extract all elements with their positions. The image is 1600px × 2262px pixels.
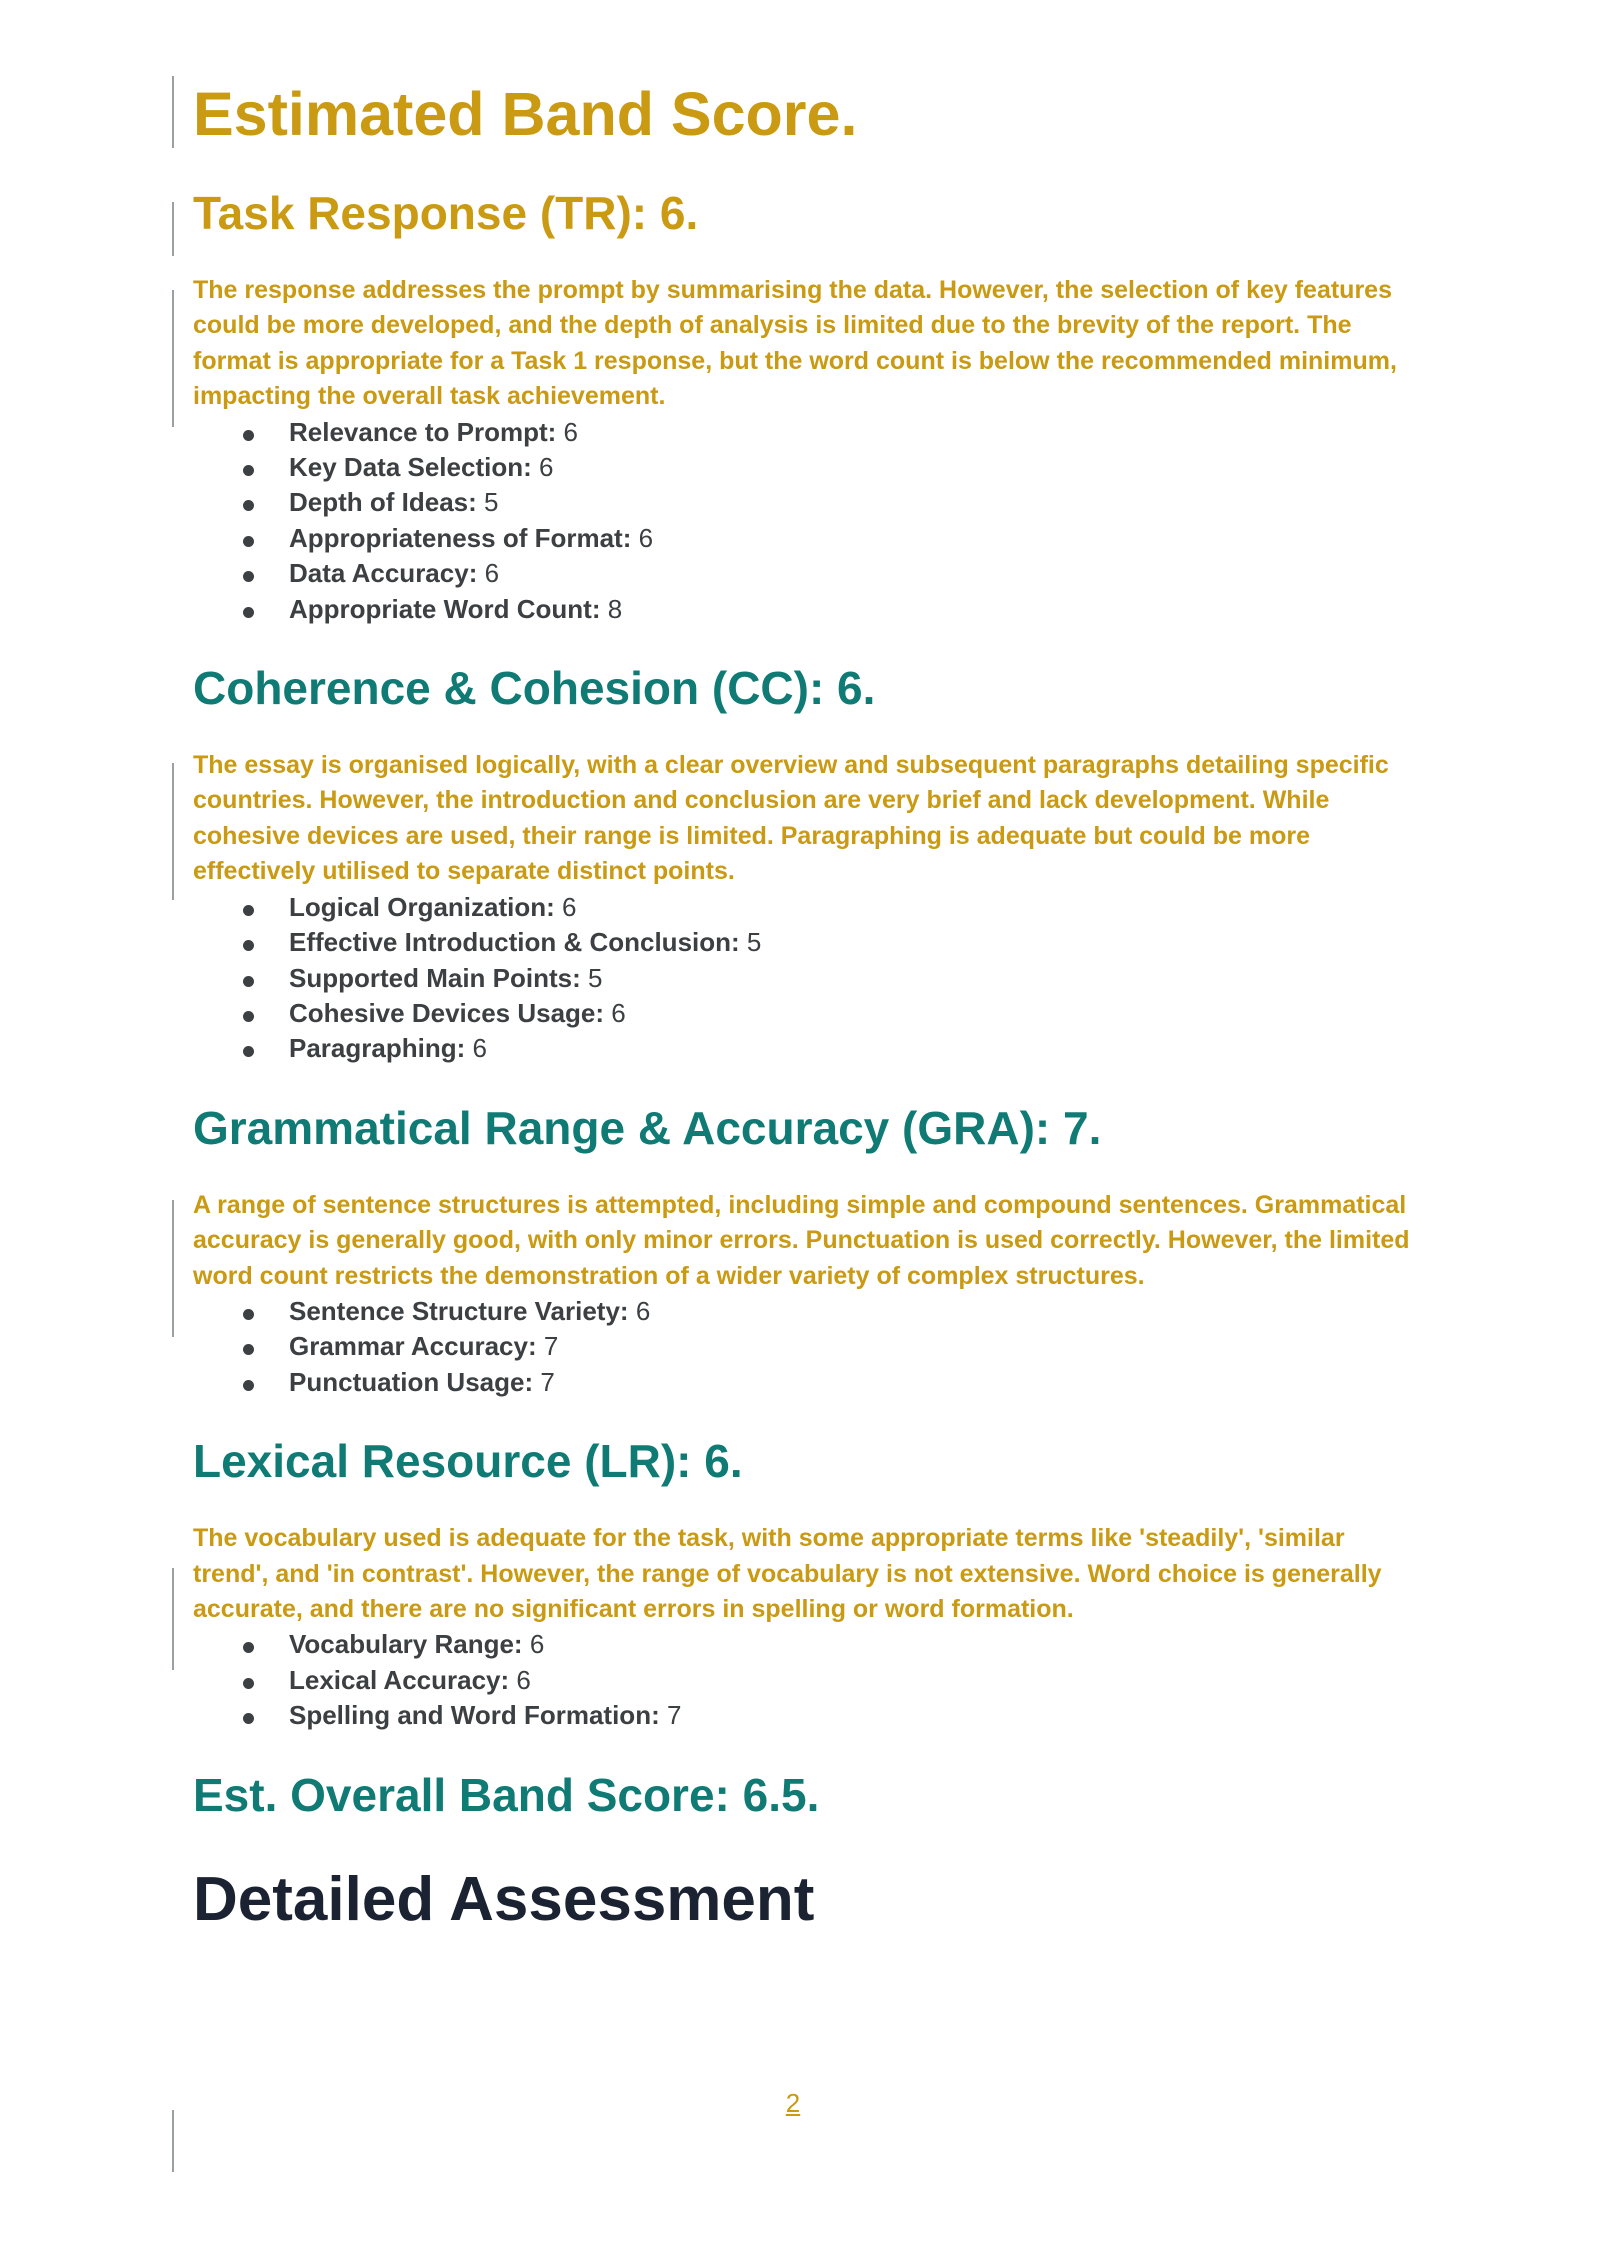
list-item — [193, 1329, 1423, 1364]
list-item — [193, 556, 1423, 591]
bullet-icon — [243, 1713, 254, 1724]
section-heading-grammatical-range: Grammatical Range & Accuracy (GRA): 7. — [193, 1101, 1102, 1154]
bullet-icon — [243, 430, 254, 441]
section-paragraph: The vocabulary used is adequate for the task, with some appropriate terms like 'steadily', 'similar trend', and 'in contrast'. However, the range of vocabulary is not extensive. Word choice is generally accurate, and there are no significant errors in spelling or word formation. — [193, 1524, 1382, 1623]
page-number-link[interactable]: 2 — [785, 2088, 801, 2118]
criterion-score: 6 — [472, 1033, 487, 1064]
list-item — [193, 996, 1423, 1031]
section-paragraph: The essay is organised logically, with a clear overview and subsequent paragraphs detailing specific countries. However, the introduction and conclusion are very brief and lack development. While cohesive devices are used, their range is limited. Paragraphing is adequate but could be more effectively utilised to separate distinct points. — [193, 751, 1389, 886]
section-heading-task-response: Task Response (TR): 6. — [193, 187, 699, 239]
criterion-label: Cohesive Devices Usage: — [289, 997, 605, 1028]
bullet-icon — [243, 465, 254, 476]
bullet-icon — [243, 1678, 254, 1689]
list-item — [193, 592, 1423, 627]
criterion-score: 6 — [638, 522, 654, 553]
criterion-label: Effective Introduction & Conclusion: — [289, 927, 740, 958]
section-heading-coherence-cohesion: Coherence & Cohesion (CC): 6. — [193, 662, 876, 715]
criterion-score: 7 — [666, 1700, 682, 1731]
criteria-list — [193, 415, 1423, 627]
bullet-icon — [243, 500, 254, 511]
list-item — [193, 1294, 1423, 1329]
criterion-score: 7 — [540, 1366, 555, 1397]
criterion-label: Key Data Selection: — [289, 452, 532, 483]
bullet-icon — [243, 976, 254, 987]
criterion-score: 6 — [484, 558, 500, 589]
list-item — [193, 1698, 1423, 1733]
criterion-label: Data Accuracy: — [289, 558, 478, 589]
list-item — [193, 1031, 1423, 1066]
criterion-label: Depth of Ideas: — [289, 487, 477, 518]
bullet-icon — [243, 1309, 254, 1320]
criteria-list — [193, 890, 1423, 1067]
bullet-icon — [243, 1011, 254, 1022]
detailed-assessment-heading: Detailed Assessment — [193, 1864, 815, 1934]
criterion-label: Appropriateness of Format: — [289, 522, 632, 553]
bullet-icon — [243, 1380, 254, 1391]
section-paragraph: The response addresses the prompt by summarising the data. However, the selection of key features could be more developed, and the depth of analysis is limited due to the brevity of the report. The format is appropriate for a Task 1 response, but the word count is below the recommended minimum, impacting the overall task achievement. — [193, 276, 1397, 411]
criterion-score: 5 — [746, 927, 762, 958]
criteria-list — [193, 1294, 1423, 1400]
document-body — [193, 78, 1423, 1937]
bullet-icon — [243, 940, 254, 951]
list-item — [193, 415, 1423, 450]
bullet-icon — [243, 1642, 254, 1653]
criterion-label: Supported Main Points: — [289, 962, 581, 993]
list-item — [193, 1365, 1423, 1400]
bullet-icon — [243, 536, 254, 547]
bullet-icon — [243, 905, 254, 916]
change-bar — [172, 76, 174, 148]
bullet-icon — [243, 1344, 254, 1355]
list-item — [193, 961, 1423, 996]
bullet-icon — [243, 571, 254, 582]
criterion-score: 6 — [635, 1295, 651, 1326]
criterion-score: 6 — [529, 1629, 545, 1660]
bullet-icon — [243, 1046, 254, 1057]
criterion-label: Lexical Accuracy: — [289, 1664, 510, 1695]
section-heading-lexical-resource: Lexical Resource (LR): 6. — [193, 1435, 743, 1488]
criterion-score: 7 — [543, 1331, 559, 1362]
criterion-label: Spelling and Word Formation: — [289, 1700, 660, 1731]
change-bar — [172, 202, 174, 256]
criterion-label: Sentence Structure Variety: — [289, 1295, 629, 1326]
criterion-score: 5 — [588, 962, 603, 993]
criterion-label: Punctuation Usage: — [289, 1366, 534, 1397]
criterion-label: Relevance to Prompt: — [289, 416, 557, 447]
criterion-score: 6 — [563, 416, 578, 447]
criterion-score: 6 — [611, 997, 626, 1028]
list-item — [193, 1663, 1423, 1698]
change-bar — [172, 763, 174, 900]
change-bar — [172, 1568, 174, 1670]
criterion-label: Vocabulary Range: — [289, 1629, 523, 1660]
criterion-score: 5 — [484, 487, 499, 518]
criterion-label: Paragraphing: — [289, 1033, 466, 1064]
list-item — [193, 521, 1423, 556]
criterion-score: 8 — [607, 593, 623, 624]
section-paragraph: A range of sentence structures is attempted, including simple and compound sentences. Grammatical accuracy is generally good, with only minor errors. Punctuation is used correctly. However, the limited word count restricts the demonstration of a wider variety of complex structures. — [193, 1190, 1410, 1290]
change-bar — [172, 290, 174, 427]
criterion-score: 6 — [516, 1664, 531, 1695]
bullet-icon — [243, 607, 254, 618]
criterion-label: Appropriate Word Count: — [289, 593, 601, 624]
list-item — [193, 890, 1423, 925]
list-item — [193, 485, 1423, 520]
list-item — [193, 450, 1423, 485]
change-bar — [172, 2110, 174, 2172]
page-title: Estimated Band Score. — [193, 80, 858, 148]
criterion-score: 6 — [538, 452, 554, 483]
criteria-list — [193, 1627, 1423, 1733]
overall-band-score: Est. Overall Band Score: 6.5. — [193, 1768, 820, 1821]
list-item — [193, 1627, 1423, 1662]
list-item — [193, 925, 1423, 960]
criterion-label: Logical Organization: — [289, 891, 555, 922]
criterion-label: Grammar Accuracy: — [289, 1331, 537, 1362]
change-bar — [172, 1200, 174, 1337]
criterion-score: 6 — [562, 891, 577, 922]
